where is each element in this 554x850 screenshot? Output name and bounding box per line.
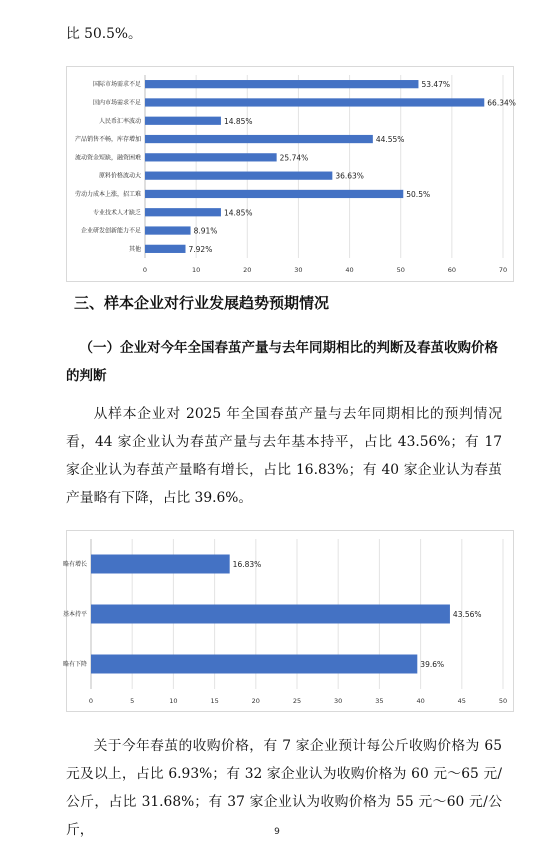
page-number: 9 xyxy=(274,827,280,837)
bar xyxy=(145,80,418,88)
bar xyxy=(91,555,230,574)
bar xyxy=(145,135,373,143)
bar xyxy=(91,605,450,624)
x-tick-label: 30 xyxy=(334,697,343,705)
data-label: 39.6% xyxy=(420,660,445,669)
data-label: 7.92% xyxy=(188,244,213,254)
subsection-heading: （一）企业对今年全国春茧产量与去年同期相比的判断及春茧收购价格的判断 xyxy=(66,340,498,384)
x-tick-label: 70 xyxy=(498,266,508,274)
x-tick-label: 10 xyxy=(192,266,201,274)
chart-output-forecast-svg xyxy=(62,531,513,711)
data-label: 36.63% xyxy=(335,171,364,181)
x-tick-label: 0 xyxy=(142,266,148,274)
category-label: 基本持平 xyxy=(62,611,87,618)
x-tick-label: 10 xyxy=(169,697,178,705)
data-label: 53.47% xyxy=(421,80,451,90)
x-tick-label: 30 xyxy=(294,266,303,274)
chart-output-forecast xyxy=(62,530,514,712)
category-label: 国际市场需求不足 xyxy=(92,81,141,89)
x-tick-label: 15 xyxy=(210,697,219,705)
category-label: 其他 xyxy=(128,245,141,253)
x-tick-label: 60 xyxy=(447,266,456,274)
x-tick-label: 0 xyxy=(88,697,94,705)
x-tick-label: 5 xyxy=(130,697,135,705)
category-label: 国内市场需求不足 xyxy=(92,99,141,107)
x-tick-label: 35 xyxy=(375,697,384,705)
bar xyxy=(145,208,221,216)
bar xyxy=(145,245,186,253)
category-label: 专业技术人才缺乏 xyxy=(92,209,141,217)
x-tick-label: 20 xyxy=(251,697,260,705)
category-label: 流动资金短缺，融资困难 xyxy=(74,154,141,162)
category-label: 企业研发创新能力不足 xyxy=(80,227,141,235)
data-label: 43.56% xyxy=(452,610,482,619)
data-label: 14.85% xyxy=(223,208,253,218)
paragraph-output-forecast: 从样本企业对 2025 年全国春茧产量与去年同期相比的预判情况看，44 家企业认为春茧产量与去年基本持平，占比 43.56%；有 17 家企业认为春茧产量略有增长，占比 16.83%；有 40 家企业认为春茧产量略有下降，占比 39.6%。 xyxy=(66,406,502,506)
category-label: 产品销售不畅，库存增加 xyxy=(74,136,141,144)
x-tick-label: 45 xyxy=(457,697,466,705)
chart-difficulties-svg xyxy=(67,67,516,281)
category-label: 略有增长 xyxy=(62,561,87,568)
data-label: 16.83% xyxy=(232,560,262,569)
bar xyxy=(145,172,332,180)
chart-difficulties xyxy=(66,66,514,282)
bar xyxy=(145,153,277,161)
category-label: 略有下降 xyxy=(62,661,87,668)
paragraph-continued: 比 50.5%。 xyxy=(66,26,142,42)
x-tick-label: 40 xyxy=(345,266,354,274)
x-tick-label: 50 xyxy=(498,697,508,705)
bar xyxy=(145,98,484,106)
data-label: 50.5% xyxy=(406,189,431,199)
category-label: 原料价格波动大 xyxy=(98,172,141,180)
category-label: 劳动力成本上涨，招工难 xyxy=(74,190,141,198)
bar xyxy=(145,226,191,234)
data-label: 14.85% xyxy=(223,116,253,126)
section-heading: 三、样本企业对行业发展趋势预期情况 xyxy=(74,294,330,312)
x-tick-label: 50 xyxy=(396,266,405,274)
data-label: 66.34% xyxy=(487,98,516,108)
x-tick-label: 20 xyxy=(243,266,252,274)
bar xyxy=(91,655,417,674)
paragraph-price-forecast: 关于今年春茧的收购价格，有 7 家企业预计每公斤收购价格为 65 元及以上，占比 6.93%；有 32 家企业认为收购价格为 60 元～65 元/公斤，占比 31.68%；有 37 家企业认为收购价格为 55 元～60 元/公斤， xyxy=(66,738,502,838)
x-tick-label: 25 xyxy=(292,697,302,705)
data-label: 44.55% xyxy=(375,135,405,145)
category-label: 人民币汇率波动 xyxy=(98,117,141,125)
x-tick-label: 40 xyxy=(416,697,425,705)
bar xyxy=(145,190,403,198)
data-label: 25.74% xyxy=(279,153,309,163)
bar xyxy=(145,117,221,125)
data-label: 8.91% xyxy=(193,226,218,236)
